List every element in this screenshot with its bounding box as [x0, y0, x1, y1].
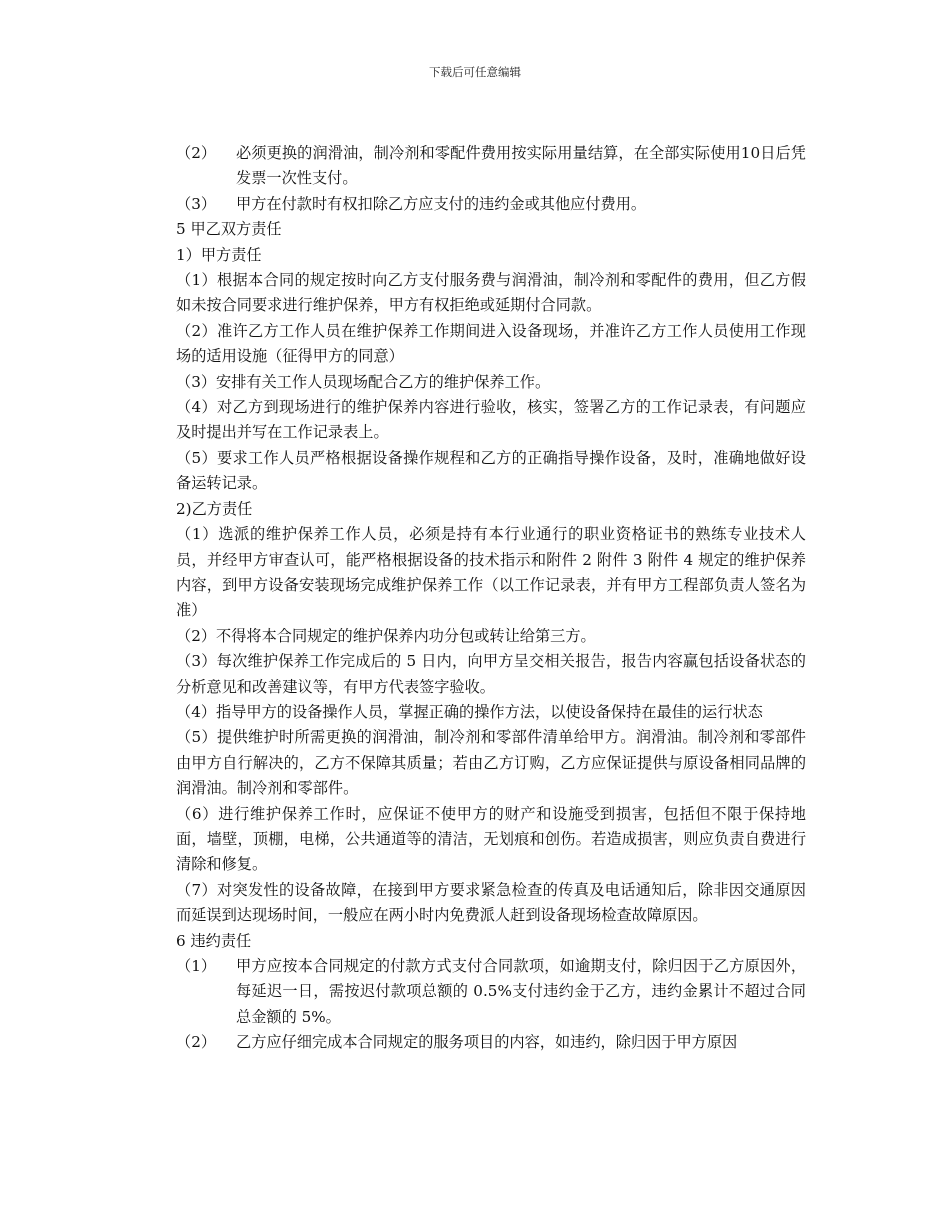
numbered-clause	[176, 192, 806, 217]
section-heading: 1）甲方责任	[176, 245, 262, 264]
paragraph: （5）提供维护时所需更换的润滑油，制冷剂和零部件清单给甲方。润滑油。制冷剂和零部件由甲方自行解决的，乙方不保障其质量；若由乙方订购，乙方应保证提供与原设备相同品牌的润滑油。制冷剂和零部件。	[176, 728, 806, 798]
paragraph: （2）不得将本合同规定的维护保养内功分包或转让给第三方。	[176, 626, 596, 645]
page-header: 下载后可任意编辑	[429, 65, 521, 79]
section-heading: 6 违约责任	[176, 931, 252, 950]
clause-number: （2）	[176, 144, 217, 162]
paragraph: （6）进行维护保养工作时，应保证不使甲方的财产和设施受到损害，包括但不限于保持地面，墙壁，顶棚，电梯，公共通道等的清洁，无划痕和创伤。若造成损害，则应负责自费进行清除和修复。	[176, 804, 806, 874]
clause-text: 乙方应仔细完成本合同规定的服务项目的内容，如违约，除归因于甲方原因	[236, 1033, 738, 1052]
paragraph: （1）选派的维护保养工作人员，必须是持有本行业通行的职业资格证书的熟练专业技术人员，并经甲方审查认可，能严格根据设备的技术指示和附件 2 附件 3 附件 4 规定的维护保养内容，到甲方设备安装现场完成维护保养工作（以工作记录表，并有甲方工程部负责人签名为准）	[176, 525, 806, 620]
paragraph: （4）对乙方到现场进行的维护保养内容进行验收，核实，签署乙方的工作记录表，有问题应及时提出并写在工作记录表上。	[176, 398, 806, 442]
clause-number: （1）	[176, 957, 217, 975]
section-heading: 5 甲乙双方责任	[176, 220, 282, 239]
document-body	[176, 141, 806, 1056]
paragraph: （2）准许乙方工作人员在维护保养工作期间进入设备现场，并准许乙方工作人员使用工作现场的适用设施（征得甲方的同意）	[176, 321, 806, 366]
clause-number: （3）	[176, 194, 217, 213]
clause-number: （2）	[176, 1033, 217, 1052]
clause-text: 甲方应按本合同规定的付款方式支付合同款项，如逾期支付，除归因于乙方原因外，每延迟一日，需按迟付款项总额的 0.5%支付违约金于乙方，违约金累计不超过合同总金额的 5%。	[236, 957, 806, 1026]
numbered-clause	[176, 141, 806, 192]
clause-text: 必须更换的润滑油，制冷剂和零配件费用按实际用量结算，在全部实际使用10日后凭发票一次性支付。	[236, 144, 806, 188]
paragraph: （3）安排有关工作人员现场配合乙方的维护保养工作。	[176, 372, 551, 391]
paragraph: （5）要求工作人员严格根据设备操作规程和乙方的正确指导操作设备，及时，准确地做好设备运转记录。	[176, 448, 806, 493]
paragraph: （1）根据本合同的规定按时向乙方支付服务费与润滑油，制冷剂和零配件的费用，但乙方假如未按合同要求进行维护保养，甲方有权拒绝或延期付合同款。	[176, 271, 806, 315]
clause-text: 甲方在付款时有权扣除乙方应支付的违约金或其他应付费用。	[236, 194, 647, 213]
paragraph: （7）对突发性的设备故障，在接到甲方要求紧急检查的传真及电话通知后，除非因交通原因而延误到达现场时间，一般应在两小时内免费派人赶到设备现场检查故障原因。	[176, 880, 806, 925]
numbered-clause	[176, 954, 806, 1030]
numbered-clause	[176, 1030, 806, 1055]
paragraph: （4）指导甲方的设备操作人员，掌握正确的操作方法，以使设备保持在最佳的运行状态	[176, 702, 763, 721]
section-heading: 2)乙方责任	[176, 499, 253, 518]
paragraph: （3）每次维护保养工作完成后的 5 日内，向甲方呈交相关报告，报告内容赢包括设备状态的分析意见和改善建议等，有甲方代表签字验收。	[176, 652, 806, 696]
